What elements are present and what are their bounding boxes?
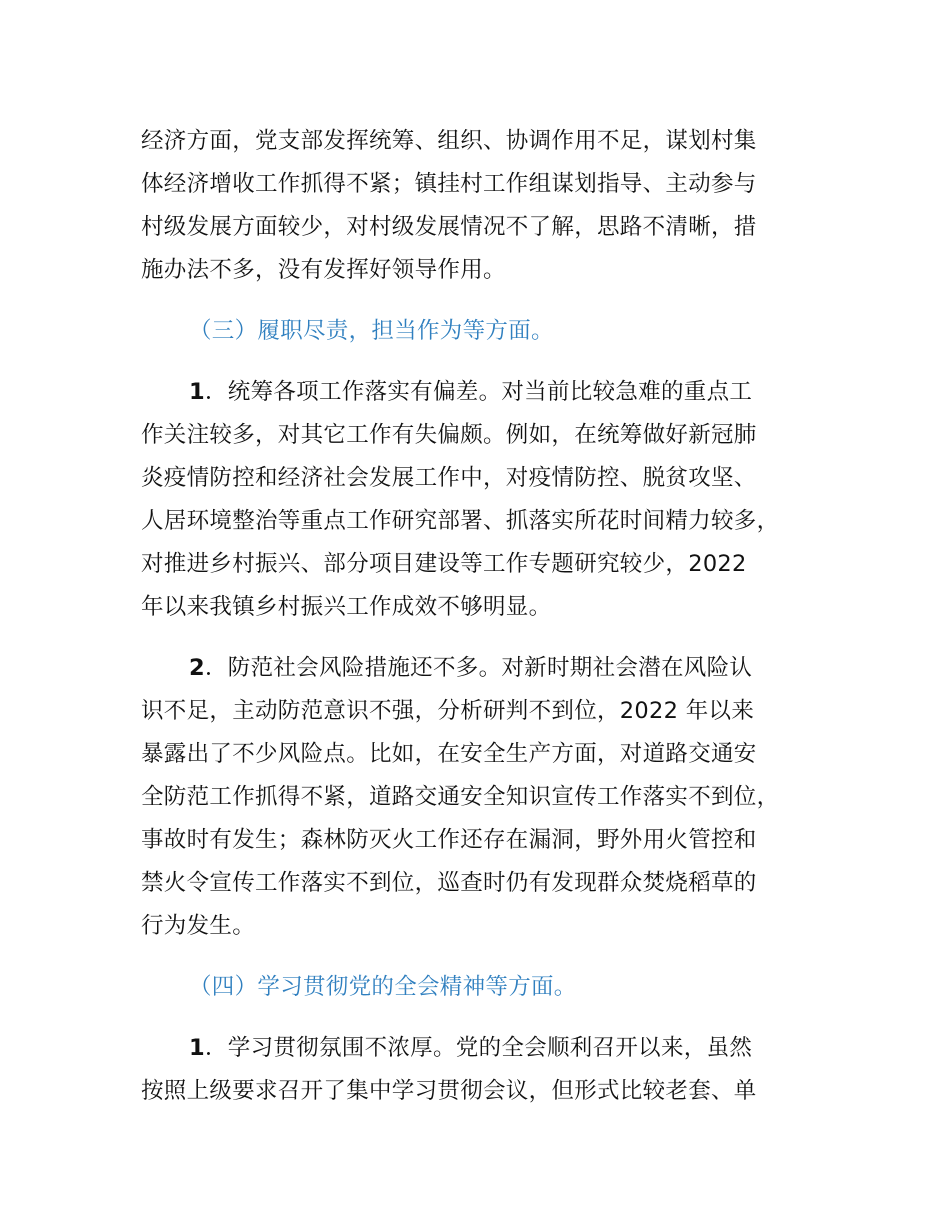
text-line: 1．统筹各项工作落实有偏差。对当前比较急难的重点工	[189, 379, 753, 405]
numbered-paragraph-3-1	[141, 371, 841, 629]
section-heading-4: （四）学习贯彻党的全会精神等方面。	[189, 974, 577, 1000]
text-line: 年以来我镇乡村振兴工作成效不够明显。	[141, 594, 552, 620]
text-line: 2．防范社会风险措施还不多。对新时期社会潜在风险认	[189, 655, 753, 681]
item-number: 1	[189, 1035, 205, 1061]
text-line: 经济方面，党支部发挥统筹、组织、协调作用不足，谋划村集	[141, 128, 757, 154]
text-line: 体经济增收工作抓得不紧；镇挂村工作组谋划指导、主动参与	[141, 171, 757, 197]
numbered-paragraph-3-2	[141, 647, 841, 948]
text-line: 行为发生。	[141, 913, 256, 939]
text-line: 暴露出了不少风险点。比如，在安全生产方面，对道路交通安	[141, 741, 757, 767]
text-line: 施办法不多，没有发挥好领导作用。	[141, 257, 506, 283]
text-line: 作关注较多，对其它工作有失偏颇。例如，在统筹做好新冠肺	[141, 422, 757, 448]
item-number: 2	[189, 655, 205, 681]
text-line: 事故时有发生；森林防灭火工作还存在漏洞，野外用火管控和	[141, 827, 757, 853]
text-line: 全防范工作抓得不紧，道路交通安全知识宣传工作落实不到位，	[141, 784, 780, 810]
item-number: 1	[189, 379, 205, 405]
numbered-paragraph-4-1	[141, 1027, 841, 1113]
text-line: 1．学习贯彻氛围不浓厚。党的全会顺利召开以来，虽然	[189, 1035, 753, 1061]
text-line: 对推进乡村振兴、部分项目建设等工作专题研究较少，2022	[141, 551, 747, 577]
document-body	[141, 120, 841, 1113]
text-line: 禁火令宣传工作落实不到位，巡查时仍有发现群众焚烧稻草的	[141, 870, 757, 896]
paragraph-economy	[141, 120, 841, 292]
text-line: 村级发展方面较少，对村级发展情况不了解，思路不清晰，措	[141, 214, 757, 240]
text-line: 识不足，主动防范意识不强，分析研判不到位，2022 年以来	[141, 698, 755, 724]
text-line: 人居环境整治等重点工作研究部署、抓落实所花时间精力较多，	[141, 508, 780, 534]
text-line: 按照上级要求召开了集中学习贯彻会议，但形式比较老套、单	[141, 1078, 757, 1104]
section-heading-3: （三）履职尽责，担当作为等方面。	[189, 318, 554, 344]
text-line: 炎疫情防控和经济社会发展工作中，对疫情防控、脱贫攻坚、	[141, 465, 757, 491]
